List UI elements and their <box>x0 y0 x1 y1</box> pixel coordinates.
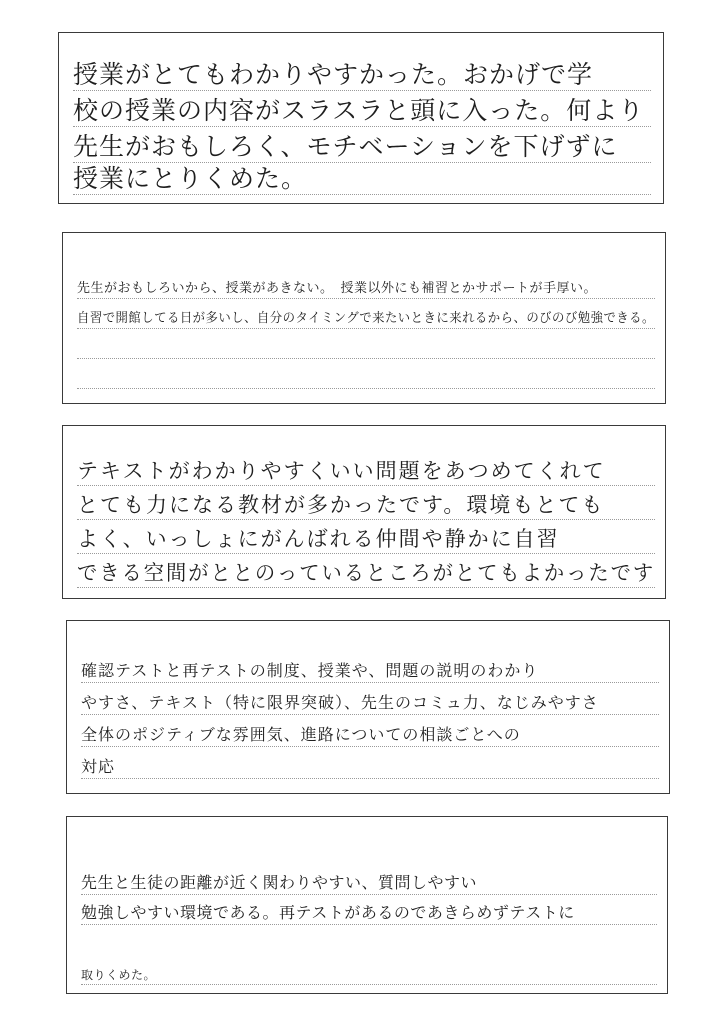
line-text: 校の授業の内容がスラスラと頭に入った。何より <box>73 96 645 125</box>
handwritten-line <box>81 651 659 683</box>
handwritten-line <box>81 747 659 779</box>
line-text: とても力になる教材が多かったです。環境もとても <box>77 493 605 517</box>
handwritten-line <box>77 486 655 520</box>
line-text: 授業にとりくめた。 <box>73 164 308 193</box>
line-text: やすさ、テキスト（特に限界突破）、先生のコミュ力、なじみやすさ <box>81 693 599 712</box>
line-text: 確認テストと再テストの制度、授業や、問題の説明のわかり <box>81 661 539 680</box>
line-text: 自習で開館してる日が多いし、自分のタイミングで来たいときに来れるから、のびのび勉強できる。 <box>77 311 655 326</box>
comment-card-4 <box>66 620 670 794</box>
line-text: 全体のポジティブな雰囲気、進路についての相談ごとへの <box>81 725 521 744</box>
line-text: テキストがわかりやすくいい問題をあつめてくれて <box>77 459 606 483</box>
line-text: よく、いっしょにがんばれる仲間や静かに自習 <box>77 527 560 551</box>
line-text: 取りくめた。 <box>81 968 157 982</box>
handwritten-line <box>73 129 651 163</box>
handwritten-line <box>81 715 659 747</box>
line-text: 先生がおもしろいから、授業があきない。 授業以外にも補習とかサポートが手厚い。 <box>77 281 598 296</box>
comment-card-1 <box>58 32 664 204</box>
handwritten-line <box>81 683 659 715</box>
line-text: 先生と生徒の距離が近く関わりやすい、質問しやすい <box>81 873 478 892</box>
line-text: 授業がとてもわかりやすかった。おかげで学 <box>73 60 594 89</box>
line-text: 先生がおもしろく、モチベーションを下げずに <box>73 132 618 161</box>
handwritten-line <box>73 93 651 127</box>
comment-card-5 <box>66 816 668 994</box>
handwritten-line <box>77 452 655 486</box>
line-text: できる空間がととのっているところがとてもよかったです <box>77 561 656 585</box>
line-text: 勉強しやすい環境である。再テストがあるのであきらめずテストに <box>81 903 575 922</box>
handwritten-line <box>81 955 657 985</box>
handwritten-line <box>77 269 655 299</box>
handwritten-line <box>77 299 655 329</box>
blank-line <box>77 359 655 389</box>
handwritten-line <box>73 57 651 91</box>
handwritten-line <box>81 895 657 925</box>
comment-card-2 <box>62 232 666 404</box>
line-text: 対応 <box>81 757 116 776</box>
handwritten-line <box>73 161 651 195</box>
handwritten-line <box>77 554 655 588</box>
handwritten-line <box>81 865 657 895</box>
comment-card-3 <box>62 425 666 599</box>
blank-line <box>77 329 655 359</box>
handwritten-line <box>77 520 655 554</box>
